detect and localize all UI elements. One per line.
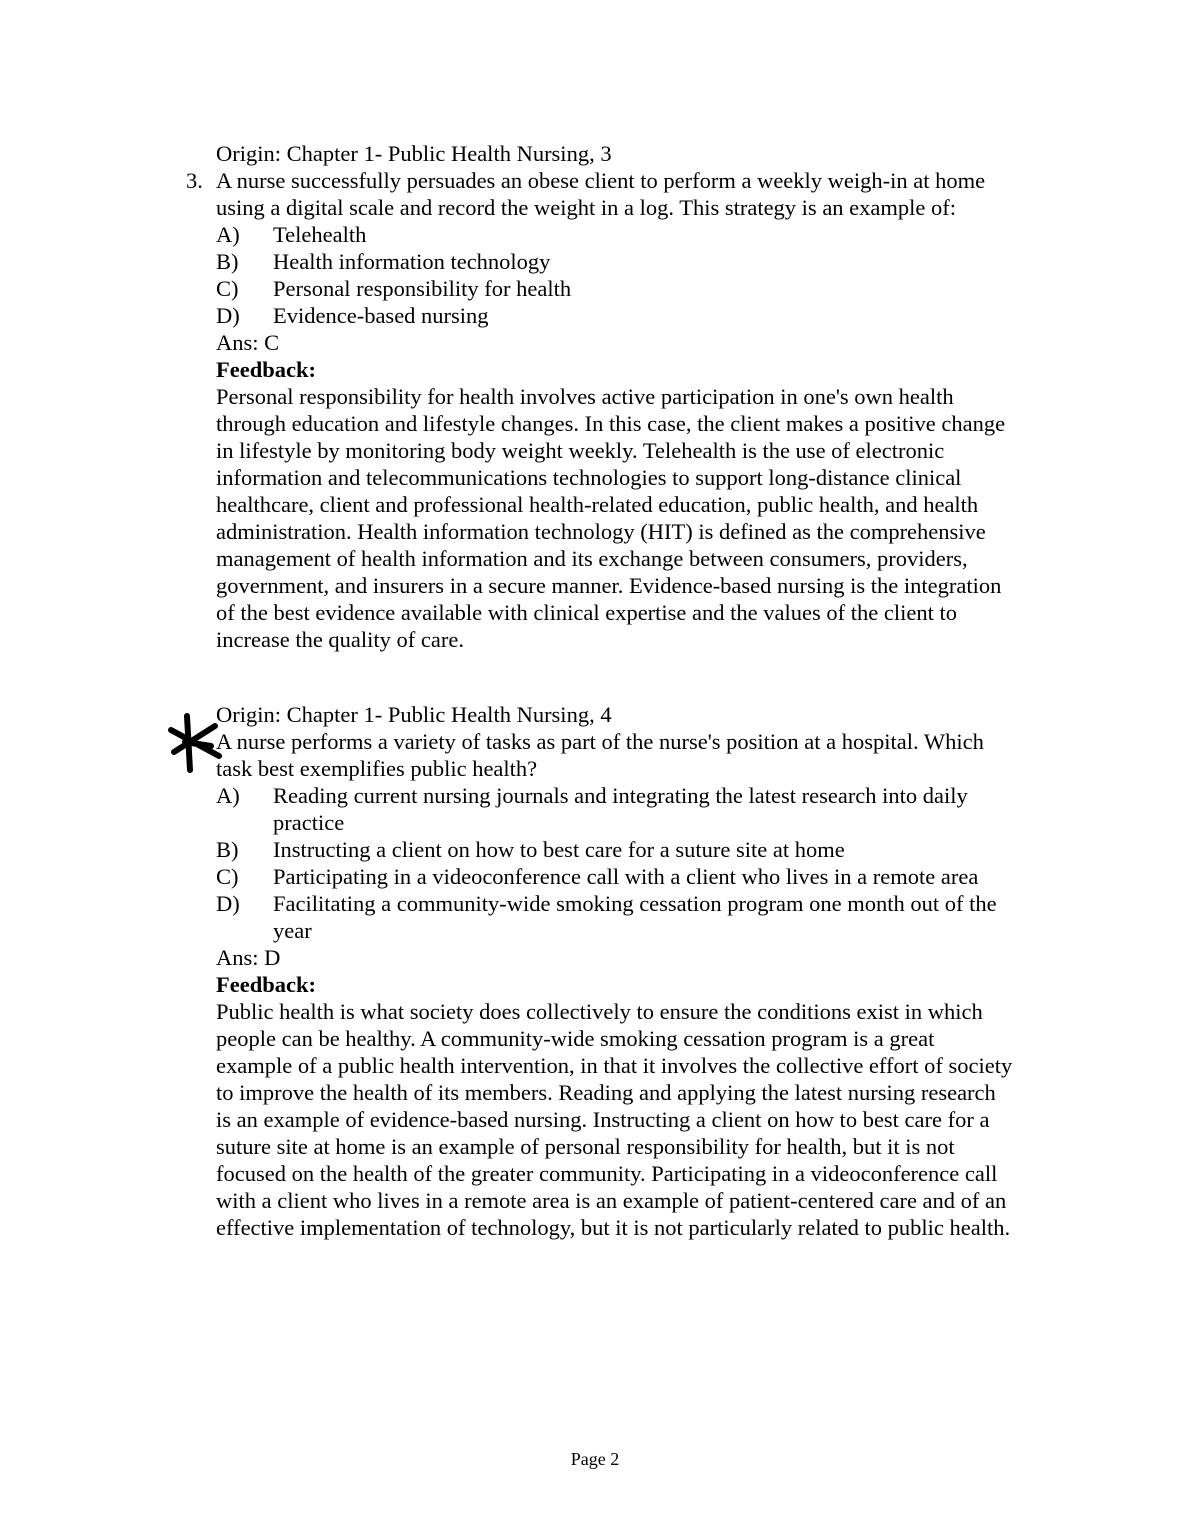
q4-option-c: C) Participating in a videoconference call with a client who lives in a remote area (216, 864, 979, 889)
page-number: Page 2 (570, 1449, 620, 1469)
question-4 (216, 701, 1056, 1241)
q4-option-b: B) Instructing a client on how to best care for a suture site at home (216, 837, 845, 862)
q3-origin: Origin: Chapter 1- Public Health Nursing, 3 (216, 141, 612, 166)
q3-option-a: A) Telehealth (216, 222, 367, 247)
q4-question-line-2: task best exemplifies public health? (216, 756, 538, 781)
q4-option-d: D) Facilitating a community-wide smoking cessation program one month out of the year (216, 891, 997, 943)
q4-feedback: Public health is what society does collectively to ensure the conditions exist in which people can be healthy. A community-wide smoking cessation program is a great example of a public health intervention, in that it involves the collective effort of society to improve the health of its members. Reading and applying the latest nursing research is an example of evidence-based nursing. Instructing a client on how to best care for a suture site at home is an example of personal responsibility for health, but it is not focused on the health of the greater community. Participating in a videoconference call with a client who lives in a remote area is an example of patient-centered care and of an effective implementation of technology, but it is not particularly related to public health. (216, 999, 1013, 1240)
q3-number: 3. (186, 168, 203, 193)
q3-option-d: D) Evidence-based nursing (216, 303, 489, 328)
q3-feedback-label: Feedback: (216, 357, 316, 382)
q3-question-line-1: 3. A nurse successfully persuades an obese client to perform a weekly weigh-in at home (186, 168, 986, 193)
q4-question-line-1: A nurse performs a variety of tasks as part of the nurse's position at a hospital. Which (216, 729, 984, 754)
q4-origin: Origin: Chapter 1- Public Health Nursing, 4 (216, 702, 612, 727)
q3-feedback: Personal responsibility for health involves active participation in one's own health through education and lifestyle changes. In this case, the client makes a positive change in lifestyle by monitoring body weight weekly. Telehealth is the use of electronic information and telecommunications technologies to support long-distance clinical healthcare, client and professional health-related education, public health, and health administration. Health information technology (HIT) is defined as the comprehensive management of health information and its exchange between consumers, providers, government, and insurers in a secure manner. Evidence-based nursing is the integration of the best evidence available with clinical expertise and the values of the client to increase the quality of care. (216, 384, 1006, 652)
q3-question-line-2: using a digital scale and record the weight in a log. This strategy is an example of: (216, 195, 957, 220)
q3-answer: Ans: C (216, 330, 280, 355)
q4-feedback-label: Feedback: (216, 972, 316, 997)
q4-answer: Ans: D (216, 945, 281, 970)
question-3 (186, 140, 1056, 653)
q4-option-a: A) Reading current nursing journals and integrating the latest research into daily practice (216, 783, 968, 835)
q3-option-c: C) Personal responsibility for health (216, 276, 572, 301)
q3-option-b: B) Health information technology (216, 249, 551, 274)
